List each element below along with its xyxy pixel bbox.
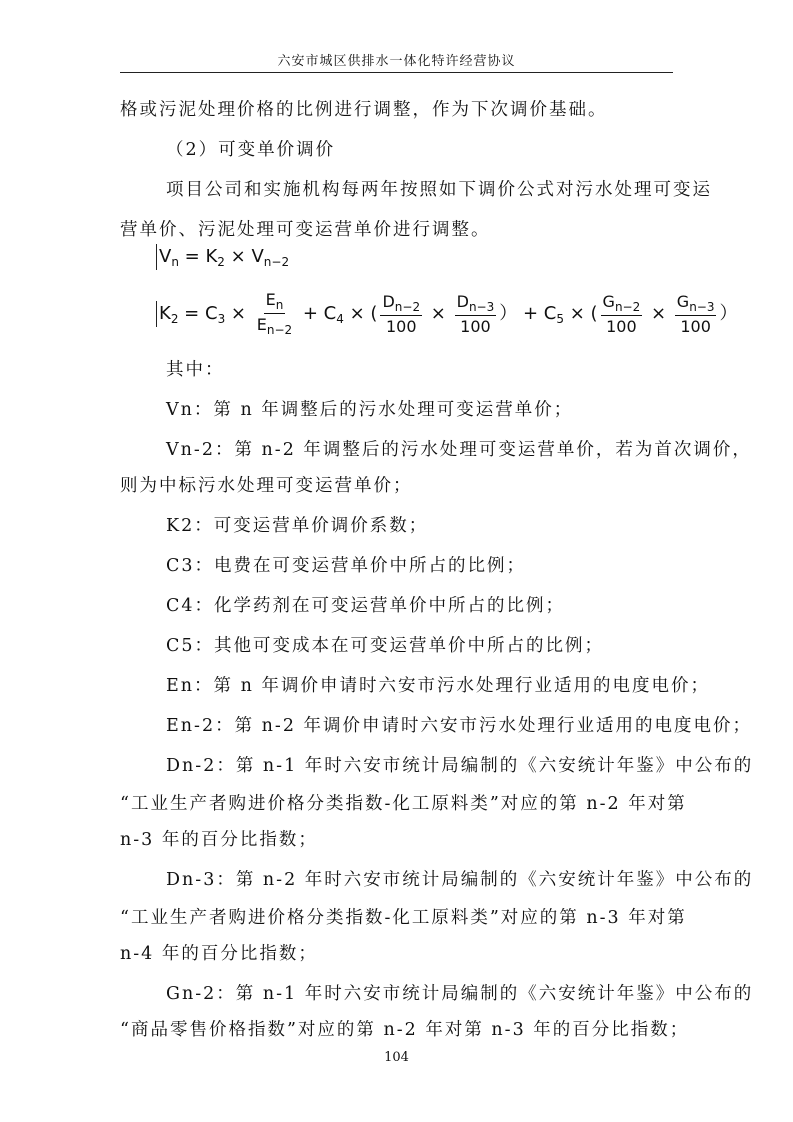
formula-cursor bbox=[156, 244, 157, 270]
formula-cursor bbox=[156, 301, 157, 327]
formula-vn: $V_n = K_2 \times V_{n-2}$ bbox=[156, 244, 289, 270]
page-number: 104 bbox=[384, 1050, 409, 1065]
paragraph-line: 营单价、污泥处理可变运营单价进行调整。 bbox=[120, 220, 491, 240]
definition-vn: Vn：第 n 年调整后的污水处理可变运营单价； bbox=[166, 400, 574, 420]
fraction-dn3: $\frac{D_{n-3}}{100}$ bbox=[456, 291, 495, 336]
paragraph-line: “工业生产者购进价格分类指数-化工原料类”对应的第 n-2 年对第 bbox=[120, 794, 687, 814]
paragraph-line: 其中： bbox=[166, 360, 225, 380]
definition-en2: En-2：第 n-2 年调价申请时六安市污水处理行业适用的电度电价； bbox=[166, 716, 753, 736]
definition-c3: C3：电费在可变运营单价中所占的比例； bbox=[166, 556, 527, 576]
fraction-dn2: $\frac{D_{n-2}}{100}$ bbox=[382, 291, 421, 336]
fraction-en: $\frac{E_n}{E_{n-2}}$ bbox=[256, 290, 293, 338]
section-heading: （2）可变单价调价 bbox=[166, 140, 336, 160]
definition-dn3: Dn-3：第 n-2 年时六安市统计局编制的《六安统计年鉴》中公布的 bbox=[166, 870, 754, 890]
fraction-gn2: $\frac{G_{n-2}}{100}$ bbox=[602, 291, 641, 336]
definition-dn2: Dn-2：第 n-1 年时六安市统计局编制的《六安统计年鉴》中公布的 bbox=[166, 756, 754, 776]
header-divider bbox=[120, 72, 673, 73]
definition-en: En：第 n 年调价申请时六安市污水处理行业适用的电度电价； bbox=[166, 676, 710, 696]
document-header: 六安市城区供排水一体化特许经营协议 bbox=[277, 54, 516, 69]
definition-c5: C5：其他可变成本在可变运营单价中所占的比例； bbox=[166, 636, 605, 656]
definition-c4: C4：化学药剂在可变运营单价中所占的比例； bbox=[166, 596, 566, 616]
fraction-gn3: $\frac{G_{n-3}}{100}$ bbox=[676, 291, 715, 336]
formula-k2: $K_2 = C_3$ × $\frac{E_n}{E_{n-2}}$ + $C_4$ × ( $\frac{D_{n-2}}{100}$ × $\frac{D_{n-3}}{100}$ ） + $C_5$ × ( $\frac{G_{n-2}}{100}$ × $\frac{G_{n-3}}{100}$ ） bbox=[156, 290, 737, 338]
paragraph-line: 项目公司和实施机构每两年按照如下调价公式对污水处理可变运 bbox=[166, 180, 712, 200]
definition-gn2: Gn-2：第 n-1 年时六安市统计局编制的《六安统计年鉴》中公布的 bbox=[166, 984, 754, 1004]
paragraph-line: n-3 年的百分比指数； bbox=[120, 830, 318, 850]
paragraph-line: “工业生产者购进价格分类指数-化工原料类”对应的第 n-3 年对第 bbox=[120, 908, 687, 928]
definition-vn2: Vn-2：第 n-2 年调整后的污水处理可变运营单价，若为首次调价， bbox=[166, 440, 752, 460]
paragraph-line: 格或污泥处理价格的比例进行调整，作为下次调价基础。 bbox=[120, 100, 608, 120]
paragraph-line: 则为中标污水处理可变运营单价； bbox=[120, 476, 413, 496]
paragraph-line: n-4 年的百分比指数； bbox=[120, 944, 318, 964]
definition-k2: K2：可变运营单价调价系数； bbox=[166, 516, 429, 536]
paragraph-line: “商品零售价格指数”对应的第 n-2 年对第 n-3 年的百分比指数； bbox=[120, 1020, 690, 1040]
